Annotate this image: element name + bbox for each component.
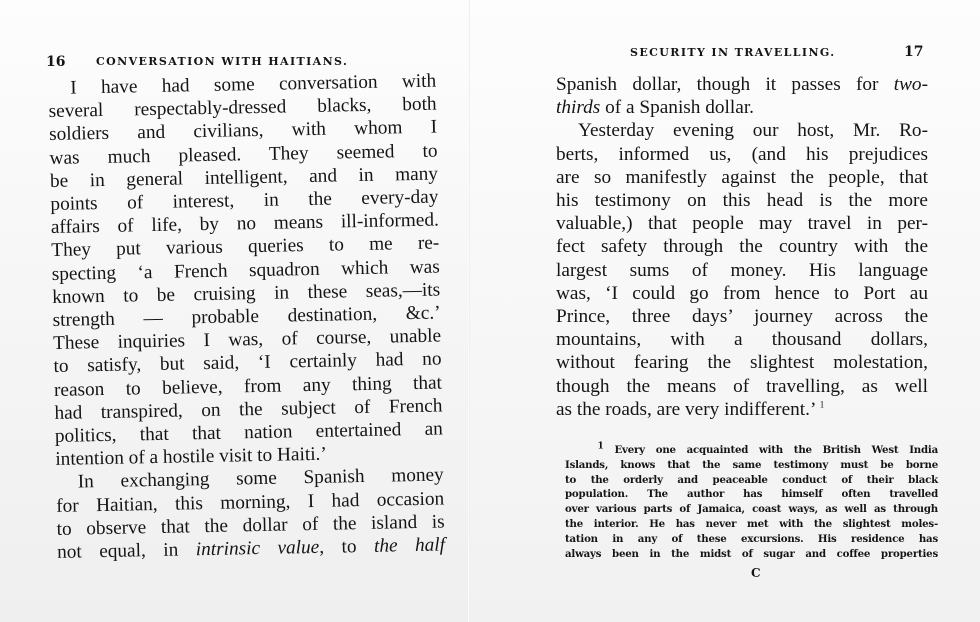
text-segment: of a Spanish dollar. [600, 97, 754, 119]
footnote-line: over various parts of Jamaica, coast ways, as well as through [565, 503, 938, 516]
text-line: I have had some conversation with [70, 70, 437, 99]
text-line: In exchanging some Spanish money [77, 464, 444, 493]
text-segment: not equal, in [56, 539, 196, 563]
text-line: was much pleased. They seemed to [49, 140, 438, 169]
text-line: points of interest, in the every-day [50, 186, 439, 215]
text-line [556, 398, 928, 421]
text-line-continued [556, 73, 928, 96]
text-line: intention of a hostile visit to Haiti.’ [55, 443, 328, 471]
text-line: several respectably-dressed blacks, both [48, 93, 437, 123]
text-line: berts, informed us, (and his prejudices [556, 143, 928, 165]
text-line: had transpired, on the subject of French [54, 395, 443, 424]
text-line: be in general intelligent, and in many [49, 163, 439, 192]
footnote [565, 443, 938, 561]
italic-phrase: the half [373, 534, 446, 557]
footnote-line [565, 443, 938, 458]
text-line: reason to believe, from any thing that [53, 372, 443, 401]
italic-phrase: two- [893, 74, 928, 95]
text-line: was, ‘I could go from hence to Port au [556, 282, 928, 304]
text-line: Yesterday evening our host, Mr. Ro- [578, 120, 928, 142]
left-page [0, 0, 470, 622]
footnote-line: to the orderly and peaceable conduct of their black [565, 473, 938, 486]
text-segment: , to [319, 535, 375, 558]
text-line: to satisfy, but said, ‘I certainly had no [53, 348, 442, 378]
text-line: strength — probable destination, &c.’ [52, 302, 441, 331]
footnote-text: Every one acquainted with the British West India [614, 444, 938, 456]
text-segment: Spanish dollar, though it passes for [556, 74, 894, 95]
footnote-line: always been in the midst of sugar and coffee properties [565, 547, 938, 560]
text-line: fect safety through the country with the [556, 236, 928, 258]
footnote-line: Islands, knows that the same testimony must be borne [565, 458, 938, 471]
right-page [470, 0, 980, 622]
footnote-line: the interior. He has never met with the slightest moles- [565, 517, 938, 530]
text-line: affairs of life, by no means ill-informed. [50, 209, 440, 239]
text-line [556, 96, 928, 119]
text-line: known to be cruising in these seas,—its [52, 279, 441, 308]
text-line: These inquiries I was, of course, unable [52, 325, 442, 355]
text-line: valuable,) that people may travel in per- [556, 213, 928, 235]
footnote-line: tation in any of these excursions. His residence has [565, 532, 938, 545]
footnote-marker: 1 [819, 399, 825, 410]
page-number-right: 17 [904, 44, 924, 60]
right-body-text [556, 73, 928, 421]
text-segment: as the roads, are very indifferent.’ [556, 398, 815, 420]
footnote-marker: 1 [597, 441, 604, 452]
italic-phrase: thirds [556, 97, 601, 119]
running-head-left: CONVERSATION WITH HAITIANS. [96, 55, 349, 68]
text-line: largest sums of money. His language [556, 259, 928, 281]
footnote-line: population. The author has himself often travelled [565, 488, 938, 501]
text-line: Prince, three days’ journey across the [556, 306, 928, 328]
signature-mark: C [751, 566, 761, 580]
text-line: specting ‘a French squadron which was [51, 256, 440, 285]
text-line: his testimony on this head is the more [556, 190, 928, 212]
text-line: to observe that the dollar of the island is [56, 511, 445, 540]
text-line: They put various queries to me re- [51, 232, 440, 262]
page-number-left: 16 [46, 54, 66, 70]
running-head-right: SECURITY IN TRAVELLING. [630, 46, 836, 59]
italic-phrase: intrinsic value [195, 536, 320, 561]
text-line: mountains, with a thousand dollars, [556, 329, 928, 351]
text-line: soldiers and civilians, with whom I [48, 116, 438, 146]
text-line: for Haitian, this morning, I had occasion [56, 488, 445, 517]
left-body-text [48, 70, 445, 565]
text-line: though the means of travelling, as well [556, 375, 928, 397]
text-line: politics, that that nation entertained an [54, 418, 444, 447]
text-line: are so manifestly against the people, that [556, 166, 928, 188]
text-line: without fearing the slightest molestation, [556, 352, 928, 374]
